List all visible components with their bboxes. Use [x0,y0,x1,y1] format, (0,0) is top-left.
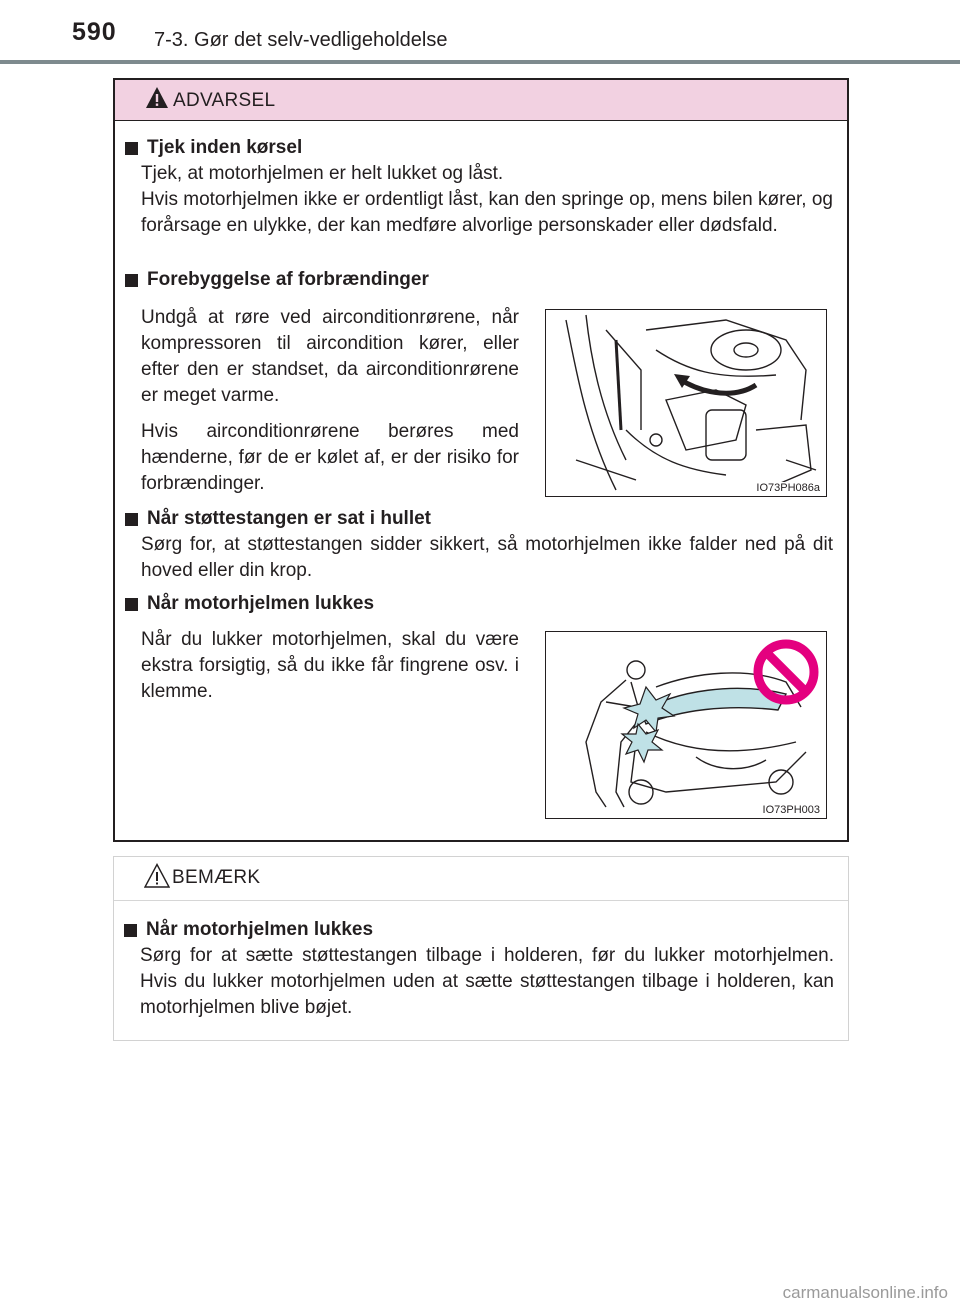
watermark-text: carmanualsonline.info [782,1283,948,1302]
section-text: Sørg for, at støttestangen sidder sikkert, så motorhjelmen ikke falder ned på dit hoved eller din krop. [141,534,833,581]
section-title: Tjek inden kørsel [147,137,303,158]
section-note-closing-hood [124,917,834,1021]
bullet-square-icon [125,513,138,526]
bullet-square-icon [124,924,137,937]
paragraph: Undgå at røre ved airconditionrørene, når kompressoren til aircondition kører, eller efter den er standset, da airconditionrørene er meget varme. [141,307,519,406]
figure-code: IO73PH003 [762,804,820,816]
note-box [113,856,849,1041]
page-header [0,0,960,62]
engine-compartment-figure [545,309,827,497]
note-label: BEMÆRK [172,867,261,888]
warning-triangle-icon [145,86,169,115]
warning-box [113,78,849,842]
closing-hood-illustration [546,632,827,819]
note-header [114,857,848,901]
bullet-square-icon [125,274,138,287]
paragraph: Når du lukker motorhjelmen, skal du være ekstra forsigtig, så du ikke får fingrene osv. i klemme. [141,629,519,702]
bullet-square-icon [125,142,138,155]
page-number: 590 [72,18,117,46]
engine-illustration [546,310,827,497]
section-title: Når støttestangen er sat i hullet [147,508,432,529]
figure-code: IO73PH086a [756,482,820,494]
paragraph: Hvis airconditionrørene berøres med hænderne, før de er kølet af, er der risiko for forbrændinger. [141,421,519,494]
notice-triangle-icon [144,863,170,894]
section-closing-hood [125,591,833,617]
closing-hood-text [141,627,519,715]
warning-label: ADVARSEL [173,90,276,111]
section-title: Når motorhjelmen lukkes [147,593,375,614]
section-burn-prevention [125,267,833,293]
section-text: Tjek, at motorhjelmen er helt lukket og låst. Hvis motorhjelmen ikke er ordentligt låst, kan den springe op, mens bilen kører, og forårsage en ulykke, der kan medføre alvorlige personskader eller dødsfald. [141,163,833,236]
closing-hood-figure [545,631,827,819]
section-title: Når motorhjelmen lukkes [146,919,374,940]
header-divider [0,60,960,64]
bullet-square-icon [125,598,138,611]
section-text: Sørg for at sætte støttestangen tilbage i holderen, før du lukker motorhjelmen. Hvis du lukker motorhjelmen uden at sætte støttestangen tilbage i holderen, kan motorhjelmen blive bøjet. [140,945,834,1018]
chapter-title: 7-3. Gør det selv-vedligeholdelse [154,29,448,51]
section-check-before-driving [125,135,833,239]
burn-prevention-text [141,305,519,507]
section-support-rod [125,506,833,584]
section-title: Forebyggelse af forbrændinger [147,269,429,290]
warning-header [115,80,847,121]
